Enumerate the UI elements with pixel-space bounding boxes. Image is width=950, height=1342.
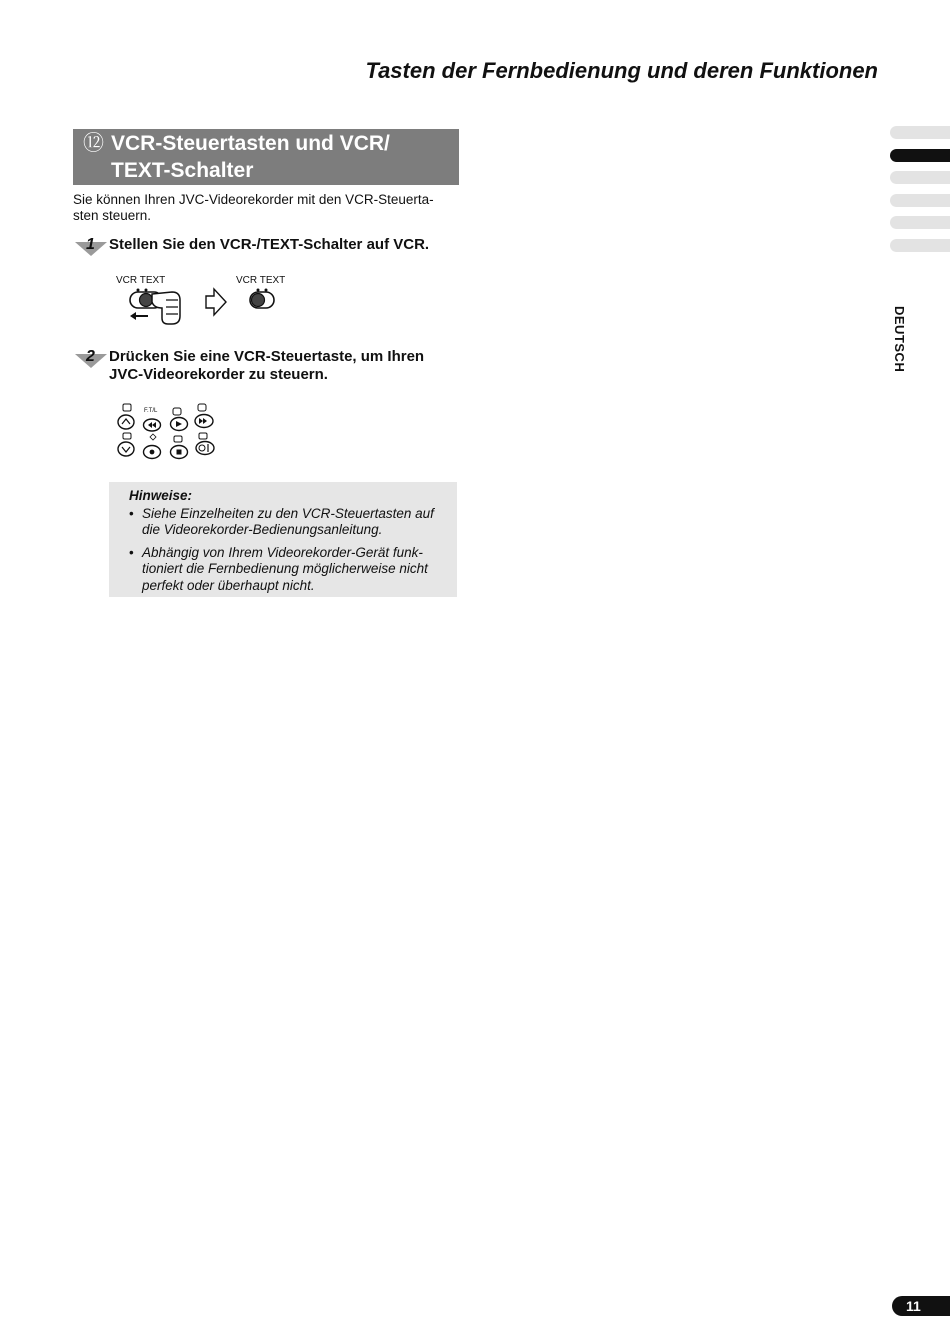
step-text: Stellen Sie den VCR-/TEXT-Schalter auf VCR. [109, 236, 430, 253]
vcr-text-switch-figure [112, 272, 312, 332]
note-line: tioniert die Fernbedienung möglicherweise nicht [142, 561, 428, 576]
note-line: perfekt oder überhaupt nicht. [142, 577, 315, 593]
section-header [73, 129, 459, 185]
intro-line: Sie können Ihren JVC-Videorekorder mit den VCR-Steuerta- [73, 192, 434, 207]
rewind-icon [144, 419, 161, 431]
step-number: 1 [86, 236, 95, 253]
section-number: ⑫ [83, 132, 104, 155]
notes-title: Hinweise: [129, 488, 193, 503]
side-tab [890, 194, 950, 207]
switch-knob-icon [252, 294, 265, 307]
channel-down-icon [118, 442, 134, 456]
side-tab [890, 239, 950, 252]
vcr-buttons-figure [113, 402, 223, 464]
switch-knob-icon [140, 294, 153, 307]
stop-icon [171, 446, 188, 459]
side-tab [890, 216, 950, 229]
step-text: Drücken Sie eine VCR-Steuertaste, um Ihren [109, 348, 425, 365]
play-icon [171, 418, 188, 431]
fast-forward-icon [195, 415, 213, 428]
intro-line: sten steuern. [73, 208, 152, 223]
switch-label-before: VCR TEXT [116, 275, 166, 286]
note-item: • Siehe Einzelheiten zu den VCR-Steuertasten auf die Videorekorder-Bedienungsanleitung. [129, 505, 434, 537]
side-tabs [890, 126, 950, 262]
step-text: JVC-Videorekorder zu steuern. [109, 366, 328, 383]
step-marker [75, 348, 107, 368]
ftl-label: F.T/L [144, 408, 158, 414]
note-item: • Abhängig von Ihrem Videorekorder-Gerät funk- tioniert die Fernbedienung möglicherweise nicht perfekt oder überhaupt nicht. [129, 544, 428, 593]
note-line: Siehe Einzelheiten zu den VCR-Steuertasten auf [142, 505, 434, 521]
side-tab [890, 126, 950, 139]
section-intro [73, 192, 459, 224]
switch-illustration [112, 272, 312, 332]
arrow-right-icon [206, 289, 226, 315]
note-line: Abhängig von Ihrem Videorekorder-Gerät funk- [142, 544, 423, 560]
page-title: Tasten der Fernbedienung und deren Funktionen [365, 58, 878, 83]
page-number: 11 [892, 1296, 950, 1316]
step-marker [75, 236, 107, 256]
step-2 [75, 348, 455, 384]
section-title-line2: TEXT-Schalter [111, 159, 254, 182]
note-line: die Videorekorder-Bedienungsanleitung. [142, 522, 383, 537]
vcr-power-icon [196, 442, 214, 455]
step-number: 2 [86, 348, 95, 365]
switch-label-after: VCR TEXT [236, 275, 286, 286]
side-tab [890, 171, 950, 184]
step-1 [75, 236, 455, 254]
side-tab-active [890, 149, 950, 162]
notes-box [109, 482, 457, 597]
record-icon [144, 446, 161, 459]
channel-up-icon [118, 415, 134, 429]
section-title-line1: VCR-Steuertasten und VCR/ [111, 132, 390, 155]
language-label: DEUTSCH [892, 306, 907, 373]
arrow-left-icon [130, 312, 136, 320]
